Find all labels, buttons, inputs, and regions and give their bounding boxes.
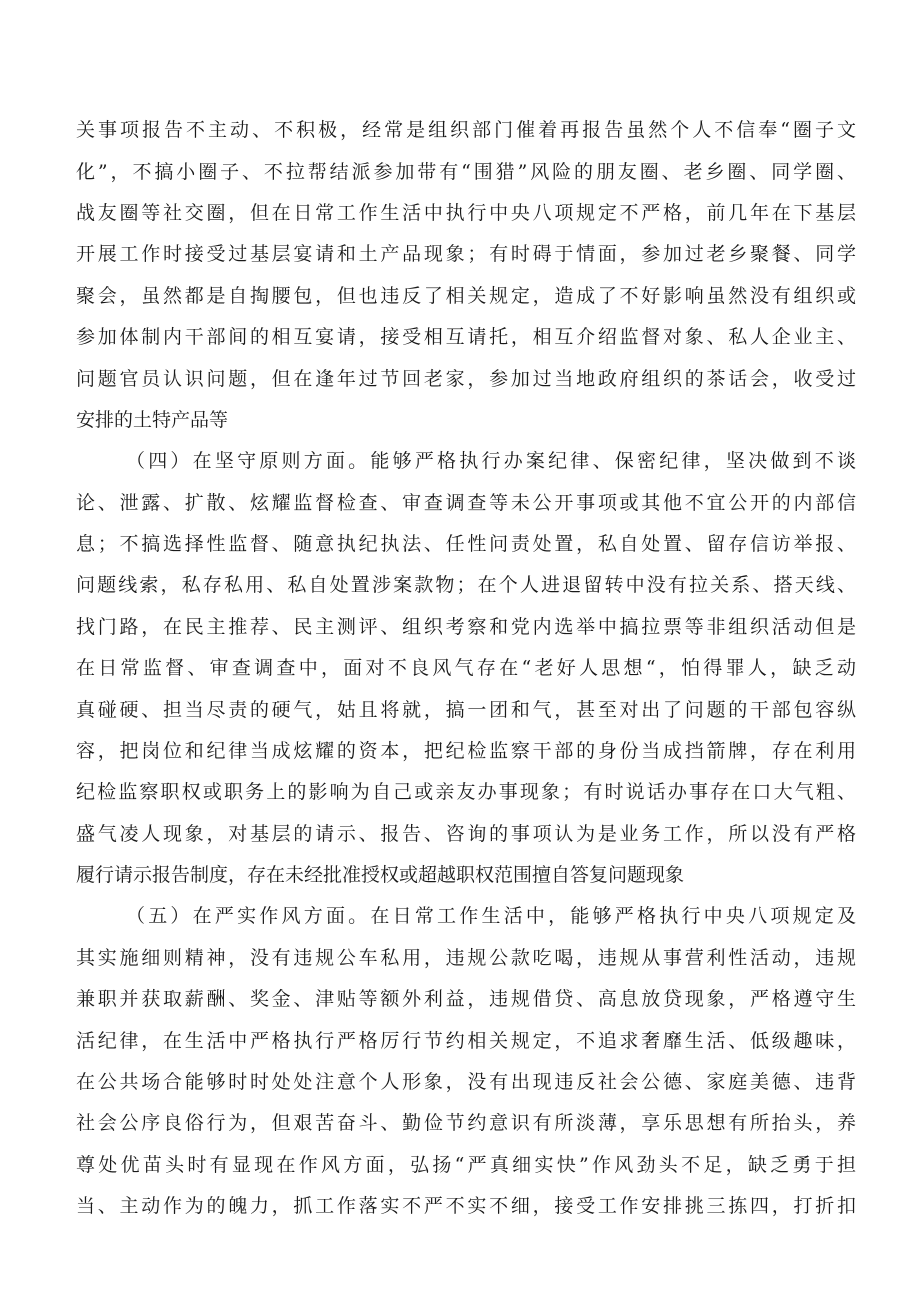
- text-line: 论、泄露、扩散、炫耀监督检查、审查调查等未公开事项或其他不宜公开的内部信: [76, 492, 856, 514]
- text-line: 兼职并获取薪酬、奖金、津贴等额外利益，违规借贷、高息放贷现象，严格遵守生: [76, 988, 856, 1010]
- text-line: 参加体制内干部间的相互宴请，接受相互请托，相互介绍监督对象、私人企业主、: [76, 326, 856, 348]
- text-line: 真碰硬、担当尽责的硬气，姑且将就，搞一团和气，甚至对出了问题的干部包容纵: [76, 699, 856, 721]
- text-line: 容，把岗位和纪律当成炫耀的资本，把纪检监察干部的身份当成挡箭牌，存在利用: [76, 740, 856, 762]
- section-heading-line: （五）在严实作风方面。在日常工作生活中，能够严格执行中央八项规定及: [126, 905, 856, 927]
- text-line: 问题官员认识问题，但在逢年过节回老家，参加过当地政府组织的茶话会，收受过: [76, 368, 856, 390]
- text-line: 尊处优苗头时有显现在作风方面，弘扬“严真细实快”作风劲头不足，缺乏勇于担: [76, 1154, 856, 1176]
- section-heading-line: （四）在坚守原则方面。能够严格执行办案纪律、保密纪律，坚决做到不谈: [126, 450, 856, 472]
- text-line: 在日常监督、审查调查中，面对不良风气存在“老好人思想“，怕得罪人，缺乏动: [76, 657, 856, 679]
- text-line: 当、主动作为的魄力，抓工作落实不严不实不细，接受工作安排挑三拣四，打折扣: [76, 1195, 856, 1217]
- text-line: 履行请示报告制度，存在未经批准授权或超越职权范围擅自答复问题现象: [76, 864, 685, 886]
- text-line: 在公共场合能够时时处处注意个人形象，没有出现违反社会公德、家庭美德、违背: [76, 1071, 856, 1093]
- text-line: 关事项报告不主动、不积极，经常是组织部门催着再报告虽然个人不信奉“圈子文: [76, 119, 856, 141]
- text-line: 化”，不搞小圈子、不拉帮结派参加带有“围猎”风险的朋友圈、老乡圈、同学圈、: [76, 161, 856, 183]
- text-line: 纪检监察职权或职务上的影响为自己或亲友办事现象；有时说话办事存在口大气粗、: [76, 781, 856, 803]
- text-line: 战友圈等社交圈，但在日常工作生活中执行中央八项规定不严格，前几年在下基层: [76, 202, 856, 224]
- text-line: 问题线索，私存私用、私自处置涉案款物；在个人进退留转中没有拉关系、搭天线、: [76, 574, 856, 596]
- text-line: 安排的土特产品等: [76, 409, 229, 431]
- text-line: 其实施细则精神，没有违规公车私用，违规公款吃喝，违规从事营利性活动，违规: [76, 947, 856, 969]
- text-line: 找门路，在民主推荐、民主测评、组织考察和党内选举中搞拉票等非组织活动但是: [76, 616, 856, 638]
- text-line: 盛气凌人现象，对基层的请示、报告、咨询的事项认为是业务工作，所以没有严格: [76, 823, 856, 845]
- text-line: 社会公序良俗行为，但艰苦奋斗、勤俭节约意识有所淡薄，享乐思想有所抬头，养: [76, 1112, 856, 1134]
- text-line: 息；不搞选择性监督、随意执纪执法、任性问责处置，私自处置、留存信访举报、: [76, 533, 856, 555]
- text-line: 开展工作时接受过基层宴请和土产品现象；有时碍于情面，参加过老乡聚餐、同学: [76, 243, 856, 265]
- text-line: 活纪律，在生活中严格执行严格厉行节约相关规定，不追求奢靡生活、低级趣味，: [76, 1030, 856, 1052]
- text-line: 聚会，虽然都是自掏腰包，但也违反了相关规定，造成了不好影响虽然没有组织或: [76, 285, 856, 307]
